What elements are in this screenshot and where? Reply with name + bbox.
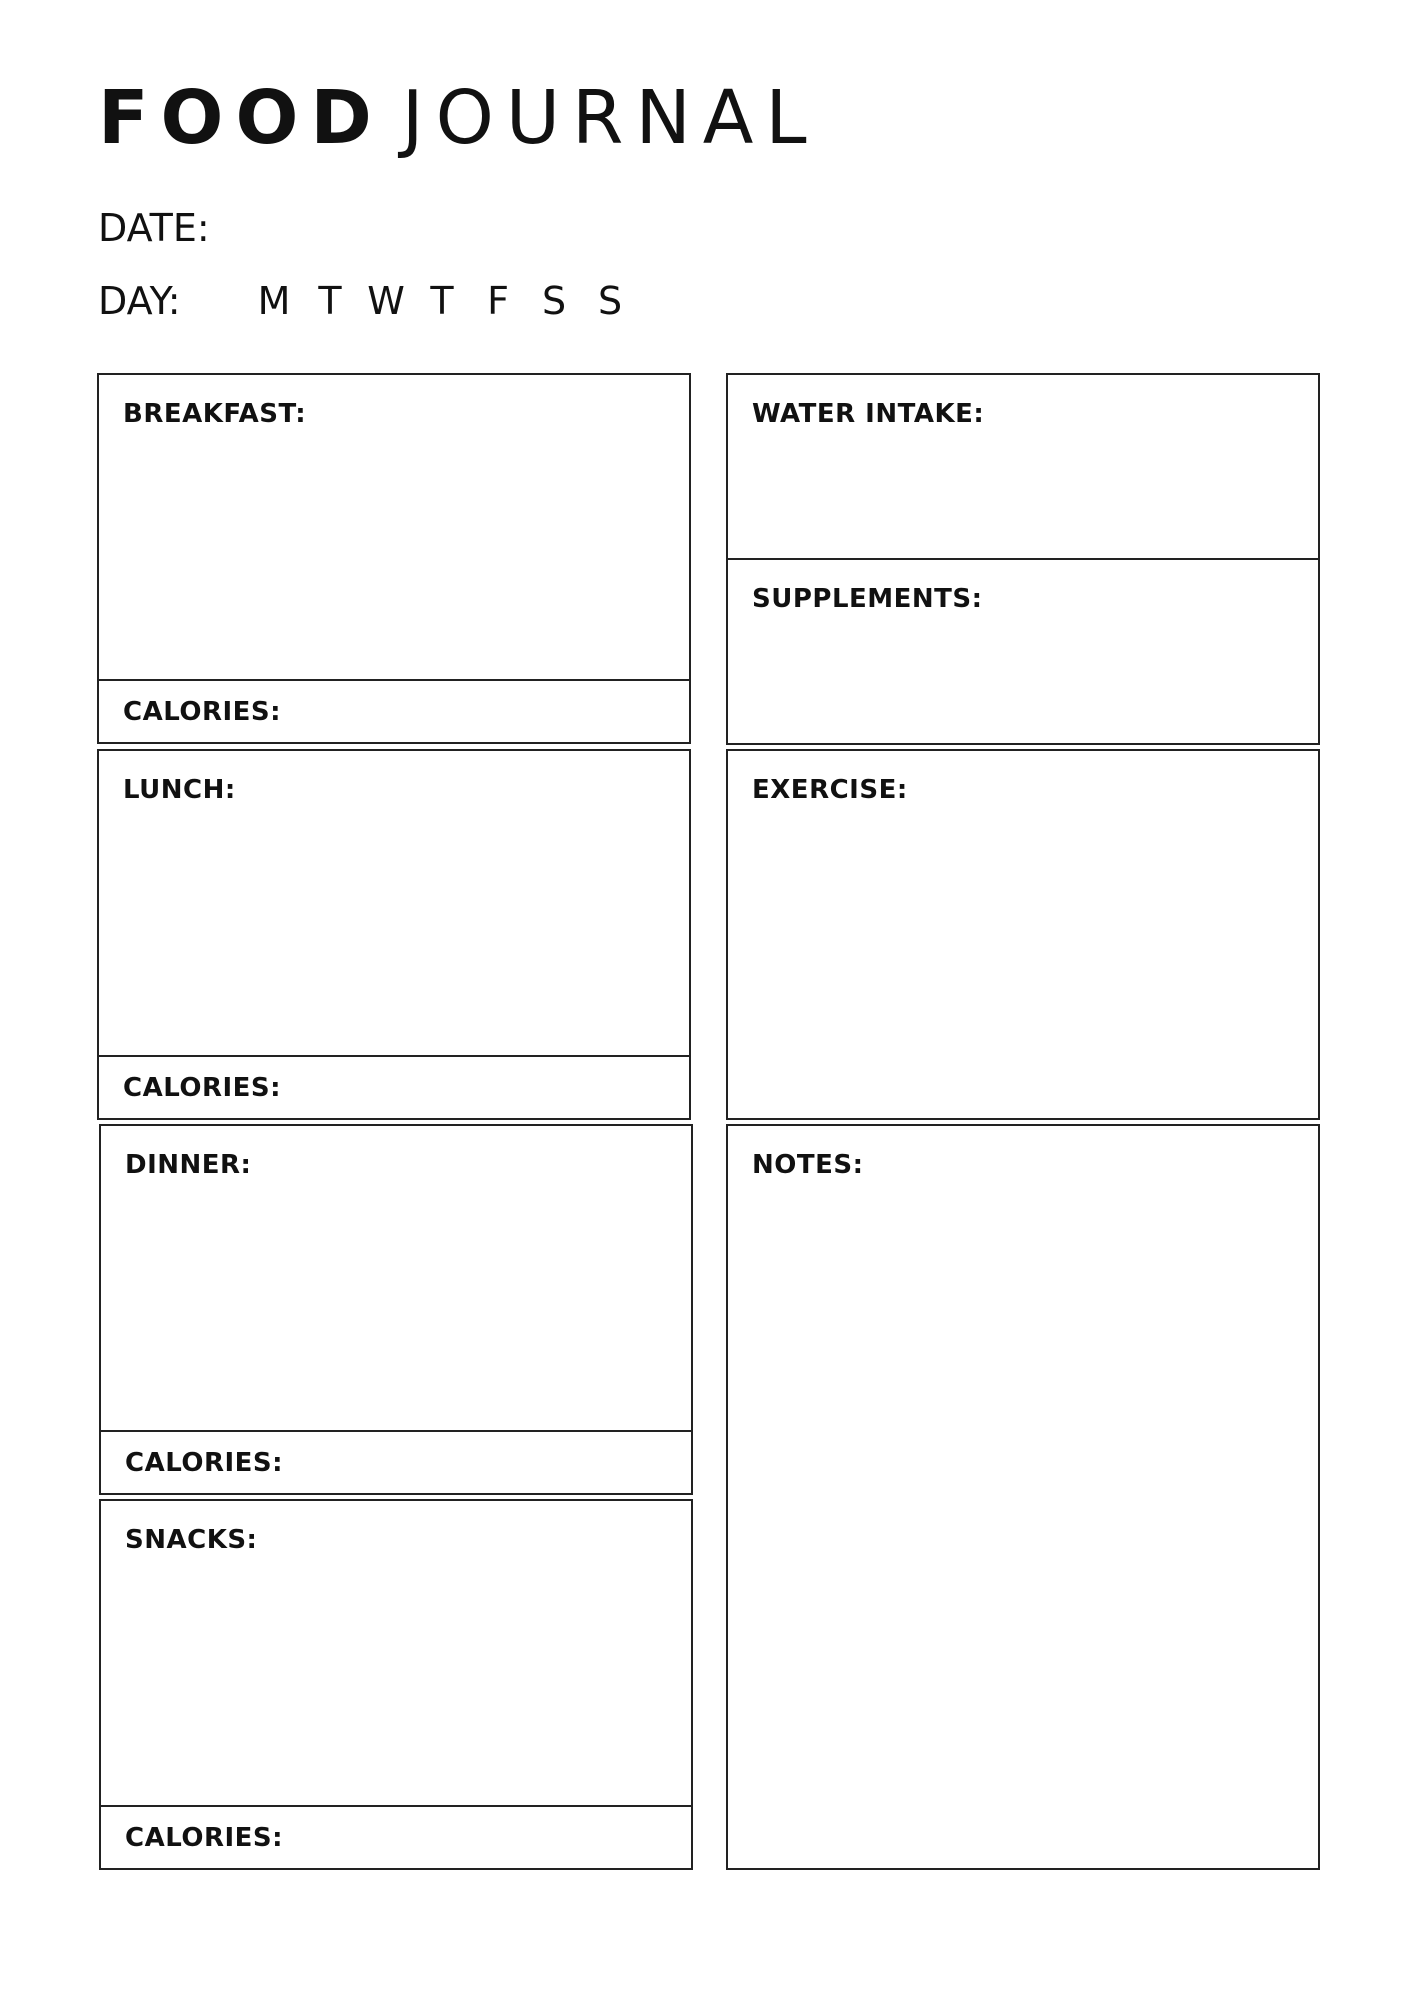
lunch-calories-label: CALORIES: — [123, 1072, 282, 1103]
snacks-calories-box[interactable] — [99, 1805, 693, 1870]
dinner-calories-box[interactable] — [99, 1430, 693, 1495]
weekday-monday[interactable]: M — [257, 279, 291, 323]
water-intake-box[interactable] — [726, 373, 1320, 560]
breakfast-calories-box[interactable] — [97, 679, 691, 744]
weekday-wednesday[interactable]: W — [367, 279, 405, 323]
title-journal: JOURNAL — [401, 75, 819, 161]
dinner-calories-label: CALORIES: — [125, 1447, 284, 1478]
breakfast-label: BREAKFAST: — [123, 399, 307, 429]
supplements-label: SUPPLEMENTS: — [752, 584, 983, 614]
dinner-box[interactable] — [99, 1124, 693, 1432]
snacks-calories-label: CALORIES: — [125, 1822, 284, 1853]
lunch-box[interactable] — [97, 749, 691, 1057]
weekday-saturday[interactable]: S — [541, 279, 567, 323]
lunch-calories-box[interactable] — [97, 1055, 691, 1120]
snacks-box[interactable] — [99, 1499, 693, 1807]
notes-box[interactable] — [726, 1124, 1320, 1870]
breakfast-calories-label: CALORIES: — [123, 696, 282, 727]
title-food: FOOD — [98, 75, 384, 161]
lunch-label: LUNCH: — [123, 775, 236, 805]
dinner-label: DINNER: — [125, 1150, 252, 1180]
notes-label: NOTES: — [752, 1150, 864, 1180]
page-title — [98, 76, 819, 160]
weekday-thursday[interactable]: T — [430, 279, 454, 323]
exercise-box[interactable] — [726, 749, 1320, 1120]
exercise-label: EXERCISE: — [752, 775, 908, 805]
day-row — [98, 278, 638, 324]
water-intake-label: WATER INTAKE: — [752, 399, 985, 429]
snacks-label: SNACKS: — [125, 1525, 258, 1555]
day-label: DAY: — [98, 279, 181, 323]
breakfast-box[interactable] — [97, 373, 691, 681]
supplements-box[interactable] — [726, 558, 1320, 745]
weekday-friday[interactable]: F — [487, 279, 509, 323]
weekday-tuesday[interactable]: T — [318, 279, 342, 323]
weekday-sunday[interactable]: S — [597, 279, 623, 323]
date-label: DATE: — [98, 206, 210, 250]
